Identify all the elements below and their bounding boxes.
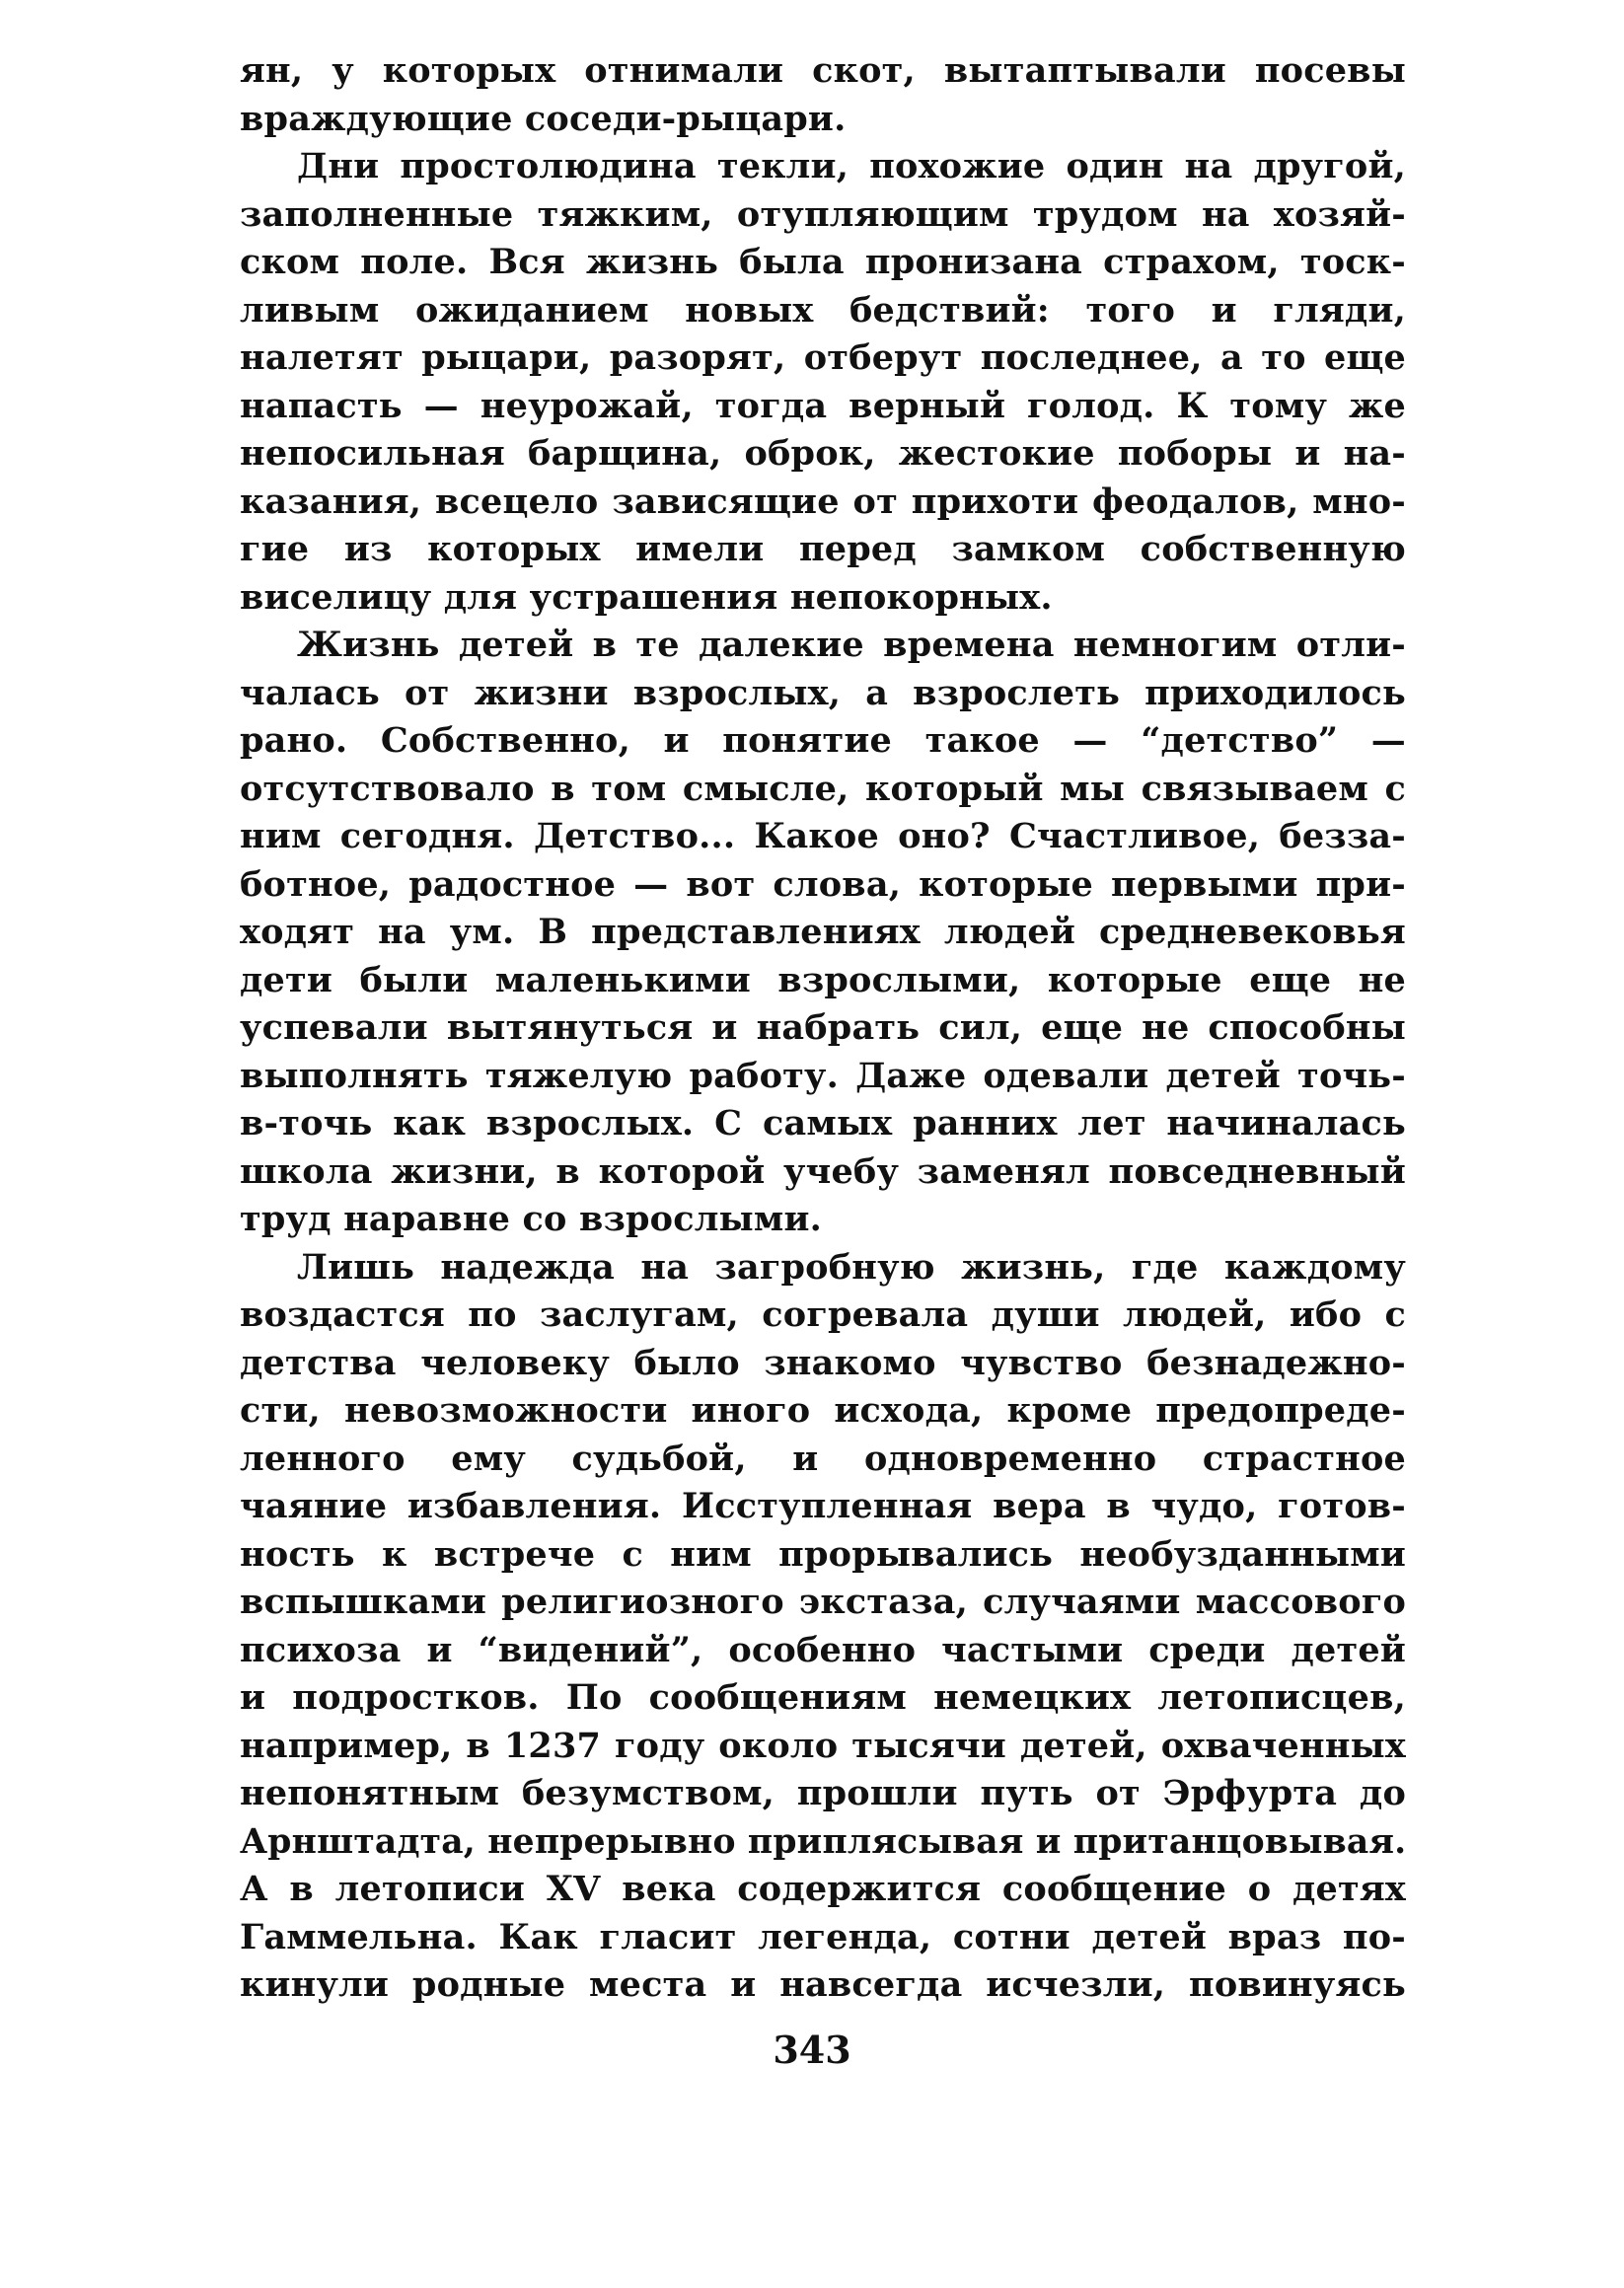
text-line: заполненные тяжким, отупляющим трудом на хозяй- bbox=[240, 193, 1406, 235]
text-line: ском поле. Вся жизнь была пронизана страхом, тоск- bbox=[240, 242, 1406, 282]
text-line: в-точь как взрослых. С самых ранних лет начиналась bbox=[240, 1103, 1406, 1144]
paragraph bbox=[240, 143, 1406, 622]
text-line: ходят на ум. В представлениях людей средневековья bbox=[240, 912, 1406, 952]
text-line: А в летописи XV века содержится сообщение о детях bbox=[240, 1869, 1406, 1909]
text-line: непосильная барщина, оброк, жестокие поборы и на- bbox=[240, 433, 1406, 474]
text-line: воздастся по заслугам, согревала души людей, ибо с bbox=[240, 1294, 1406, 1335]
text-line: дети были маленькими взрослыми, которые еще не bbox=[240, 959, 1406, 1000]
text-line: психоза и “видений”, особенно частыми среди детей bbox=[240, 1629, 1406, 1670]
paragraph bbox=[240, 47, 1406, 143]
text-line: школа жизни, в которой учебу заменял повседневный bbox=[240, 1150, 1406, 1192]
text-line: ность к встрече с ним прорывались необузданными bbox=[240, 1533, 1406, 1575]
paragraph bbox=[240, 1244, 1406, 2010]
text-line: чаяние избавления. Исступленная вера в чудо, готов- bbox=[240, 1486, 1406, 1526]
text-line: рано. Собственно, и понятие такое — “детство” — bbox=[240, 720, 1406, 761]
text-line: напасть — неурожай, тогда верный голод. К тому же bbox=[240, 385, 1406, 426]
text-line: ботное, радостное — вот слова, которые первыми при- bbox=[240, 863, 1406, 905]
text-line: сти, невозможности иного исхода, кроме предопреде- bbox=[240, 1390, 1406, 1431]
text-line: казания, всецело зависящие от прихоти феодалов, мно- bbox=[240, 480, 1406, 522]
page-number: 343 bbox=[773, 2028, 851, 2072]
text-line: ян, у которых отнимали скот, вытаптывали посевы bbox=[240, 50, 1406, 91]
text-line: вспышками религиозного экстаза, случаями массового bbox=[240, 1582, 1406, 1622]
text-line: враждующие соседи-рыцари. bbox=[240, 98, 847, 139]
text-line: Арнштадта, непрерывно приплясывая и пританцовывая. bbox=[240, 1821, 1407, 1862]
text-line: Дни простолюдина текли, похожие один на другой, bbox=[297, 146, 1406, 186]
text-line: например, в 1237 году около тысячи детей, охваченных bbox=[240, 1725, 1406, 1766]
text-line: ним сегодня. Детство... Какое оно? Счастливое, безза- bbox=[240, 816, 1406, 856]
text-line: чалась от жизни взрослых, а взрослеть приходилось bbox=[240, 672, 1406, 713]
text-line: виселицу для устрашения непокорных. bbox=[240, 576, 1053, 618]
text-line: ливым ожиданием новых бедствий: того и гляди, bbox=[240, 289, 1406, 331]
text-line: кинули родные места и навсегда исчезли, повинуясь bbox=[240, 1964, 1406, 2005]
text-line: детства человеку было знакомо чувство безнадежно- bbox=[240, 1342, 1406, 1383]
text-line: выполнять тяжелую работу. Даже одевали детей точь- bbox=[240, 1055, 1406, 1096]
text-line: отсутствовало в том смысле, который мы связываем с bbox=[240, 768, 1406, 809]
text-line: налетят рыцари, разорят, отберут последнее, а то еще bbox=[240, 337, 1406, 378]
text-line: успевали вытянуться и набрать сил, еще не способны bbox=[240, 1007, 1406, 1048]
page-body bbox=[240, 47, 1406, 2010]
text-line: Лишь надежда на загробную жизнь, где каждому bbox=[297, 1246, 1406, 1288]
text-line: гие из которых имели перед замком собственную bbox=[240, 529, 1406, 569]
paragraph bbox=[240, 622, 1406, 1244]
text-line: и подростков. По сообщениям немецких летописцев, bbox=[240, 1677, 1406, 1718]
text-line: Гаммельна. Как гласит легенда, сотни детей враз по- bbox=[240, 1916, 1406, 1957]
text-line: ленного ему судьбой, и одновременно страстное bbox=[240, 1438, 1406, 1479]
text-line: Жизнь детей в те далекие времена немногим отли- bbox=[297, 625, 1406, 665]
text-line: труд наравне со взрослыми. bbox=[240, 1199, 823, 1239]
text-line: непонятным безумством, прошли путь от Эрфурта до bbox=[240, 1773, 1406, 1813]
